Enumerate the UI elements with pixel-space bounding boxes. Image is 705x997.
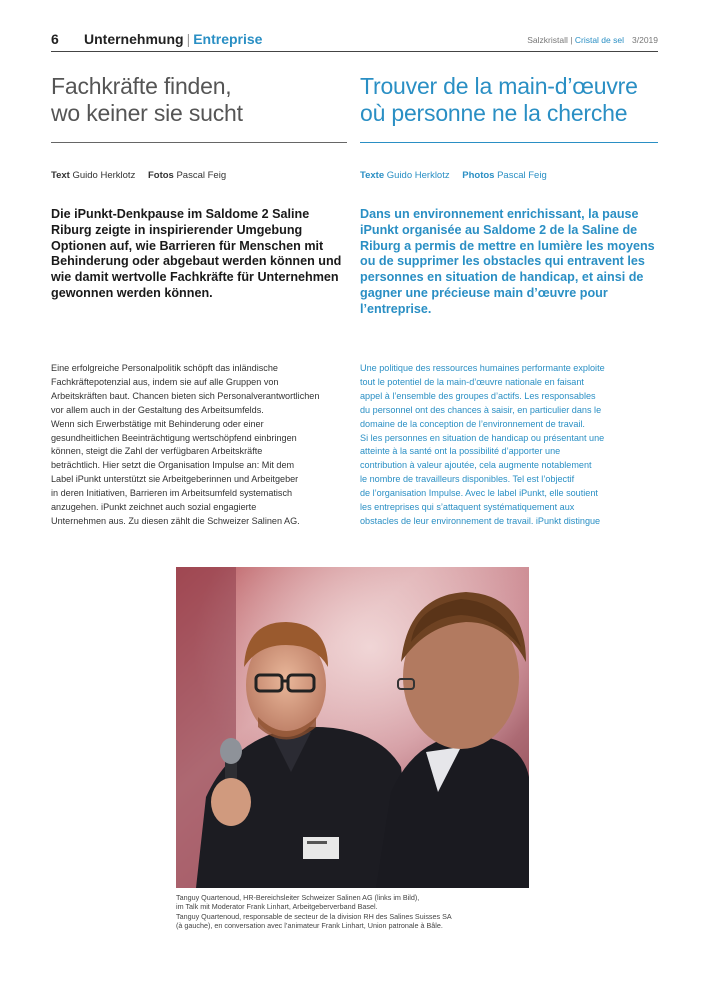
magazine-name-fr: Cristal de sel xyxy=(574,35,624,45)
credit-text-label: Texte xyxy=(360,170,385,181)
body-line: vor allem auch in der Gestaltung des Arbeitsumfelds. xyxy=(51,404,264,415)
body-line: gesundheitlichen Beeinträchtigung wertschöpfend einbringen xyxy=(51,432,297,443)
title-de xyxy=(51,73,341,127)
body-line: anzugehen. iPunkt zeichnet auch sozial engagierte xyxy=(51,502,257,513)
body-line: le nombre de travailleurs disponibles. Tel est l’objectif xyxy=(360,474,575,485)
title-de-line: Fachkräfte finden, xyxy=(51,73,232,99)
credit-photo-name: Pascal Feig xyxy=(497,170,547,181)
magazine-issue xyxy=(527,35,658,45)
magazine-name-de: Salzkristall xyxy=(527,35,568,45)
credit-photo-label: Fotos xyxy=(147,170,174,181)
title-fr-line: Trouver de la main-d’œuvre xyxy=(360,73,638,99)
title-de-line: wo keiner sie sucht xyxy=(51,100,243,126)
photo-caption xyxy=(176,893,536,931)
header-rule xyxy=(51,51,658,52)
section-label xyxy=(84,31,262,47)
title-rule-fr xyxy=(360,142,658,143)
caption-line: im Talk mit Moderator Frank Linhart, Arbeitgeberverband Basel. xyxy=(176,902,378,912)
body-line: contribution à valeur ajoutée, cela augmente notablement xyxy=(360,460,592,471)
caption-line: (à gauche), en conversation avec l’animateur Frank Linhart, Union patronale à Bâle. xyxy=(176,921,443,931)
lead-de: Die iPunkt-Denkpause im Saldome 2 Saline Riburg zeigte in inspirierender Umgebung Optionen auf, wie Barrieren für Menschen mit Behinderung oder abgebaut werden können und wie damit wertvolle Fachkräfte für Unternehmen gewonnen werden können. xyxy=(51,207,342,300)
title-rule-de xyxy=(51,142,347,143)
caption-line: Tanguy Quartenoud, HR-Bereichsleiter Schweizer Salinen AG (links im Bild), xyxy=(176,893,420,902)
section-fr: Entreprise xyxy=(193,31,263,47)
issue-number: 3/2019 xyxy=(632,35,658,45)
body-line: können, steigt die Zahl der verfügbaren Arbeitskräfte xyxy=(51,446,263,457)
page-number: 6 xyxy=(51,31,59,47)
credit-text-name: Guido Herklotz xyxy=(72,170,136,181)
lead-fr: Dans un environnement enrichissant, la pause iPunkt organisée au Saldome 2 de la Saline de Riburg a permis de mettre en lumière les moyens ou de supprimer les obstacles qui entravent les personnes en situation de handicap, et ainsi de gagner une précieuse main d’œuvre pour l’entreprise. xyxy=(360,207,655,316)
body-line: Unternehmen aus. Zu diesen zählt die Schweizer Salinen AG. xyxy=(51,515,300,526)
body-line: obstacles de leur environnement de travail. iPunkt distingue xyxy=(360,515,601,526)
section-separator: | xyxy=(186,31,191,47)
credit-text-label: Text xyxy=(51,170,70,181)
credits-de xyxy=(51,170,226,181)
title-fr xyxy=(360,73,660,127)
body-de xyxy=(51,362,345,529)
body-line: Eine erfolgreiche Personalpolitik schöpft das inländische xyxy=(51,363,278,373)
body-line: Une politique des ressources humaines performante exploite xyxy=(360,363,605,373)
article-photo xyxy=(176,567,529,888)
body-line: Label iPunkt unterstützt sie Arbeitgeberinnen und Arbeitgeber xyxy=(51,474,299,485)
body-line: appel à l’ensemble des groupes d’actifs. Les responsables xyxy=(360,390,596,401)
body-line: de l’organisation Impulse. Avec le label iPunkt, elle soutient xyxy=(360,488,598,499)
magazine-separator: | xyxy=(570,35,573,45)
credit-photo-label: Photos xyxy=(462,170,495,181)
credit-text-name: Guido Herklotz xyxy=(386,170,450,181)
body-line: tout le potentiel de la main-d’œuvre nationale en faisant xyxy=(360,376,584,387)
caption-line: Tanguy Quartenoud, responsable de secteur de la division RH des Salines Suisses SA xyxy=(176,911,452,921)
body-line: domaine de la conception de l’environnement de travail. xyxy=(360,418,585,429)
photo-illustration xyxy=(176,567,529,888)
body-line: Wenn sich Erwerbstätige mit Behinderung oder einer xyxy=(51,418,264,429)
credits-fr xyxy=(360,170,547,181)
title-fr-line: où personne ne la cherche xyxy=(360,100,628,126)
body-line: atteinte à la santé ont la possibilité d’apporter une xyxy=(360,446,561,457)
body-line: du personnel ont des chances à saisir, en particulier dans le xyxy=(360,404,602,415)
body-fr xyxy=(360,362,658,529)
credit-photo-name: Pascal Feig xyxy=(176,170,227,181)
section-de: Unternehmung xyxy=(84,31,184,47)
body-line: Fachkräftepotenzial aus, indem sie auf alle Gruppen von xyxy=(51,376,279,387)
body-line: Si les personnes en situation de handicap ou présentant une xyxy=(360,432,605,443)
body-line: Arbeitskräften baut. Chancen bieten sich Personalverantwortlichen xyxy=(51,390,320,401)
body-line: beträchtlich. Hier setzt die Organisation Impulse an: Mit dem xyxy=(51,460,295,471)
body-line: les entreprises qui s’attaquent systématiquement aux xyxy=(360,502,575,513)
body-line: in deren Initiativen, Barrieren im Arbeitsumfeld systematisch xyxy=(51,488,293,499)
